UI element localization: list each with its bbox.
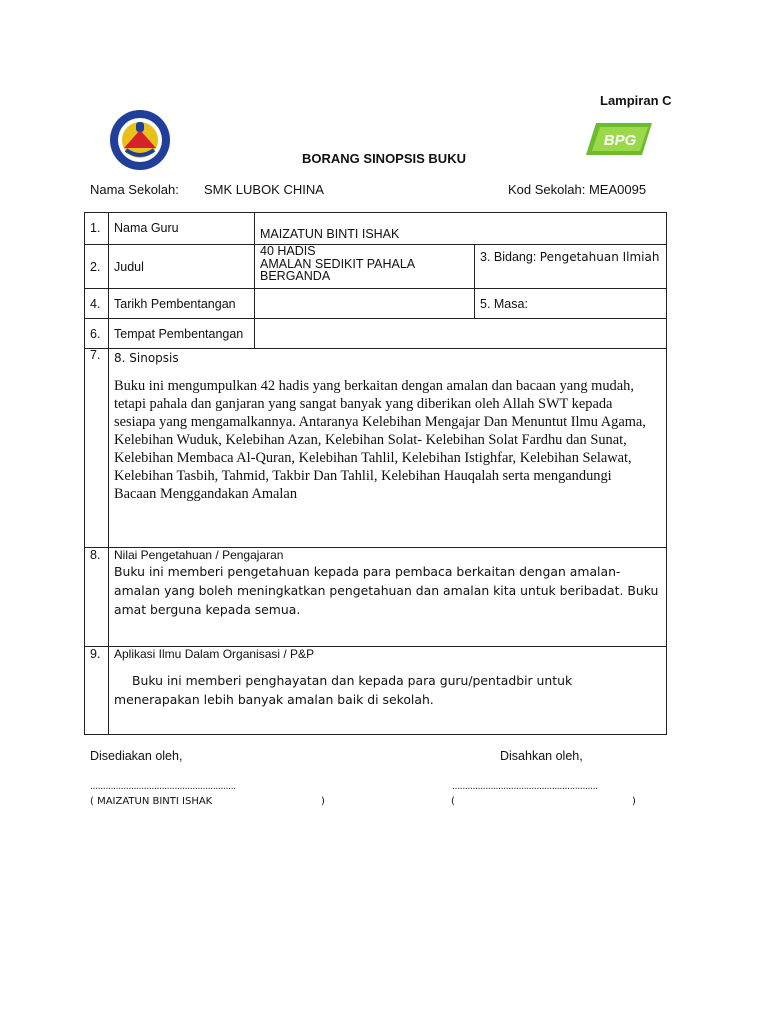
row-number: 2. [85, 245, 109, 289]
book-title-line1: 40 HADIS [260, 244, 316, 258]
prepared-by-name: ( MAIZATUN BINTI ISHAK [90, 796, 213, 807]
form-row-teacher [85, 213, 667, 245]
value-text: Buku ini memberi pengetahuan kepada para pembaca berkaitan dengan amalan-amalan yang boleh meningkatkan pengetahuan dan amalan kita untuk beribadat. Buku amat berguna kepada semua. [114, 564, 659, 617]
row-number: 1. [85, 213, 109, 245]
row-number: 4. [85, 289, 109, 319]
synopsis-cell [109, 349, 667, 548]
school-label: Nama Sekolah: [90, 182, 179, 197]
prepared-by-label: Disediakan oleh, [90, 749, 183, 763]
value-cell [109, 548, 667, 647]
bpg-logo-text: BPG [603, 132, 637, 149]
signature-line-right: ......................................................... [452, 780, 598, 792]
book-title [255, 245, 475, 289]
field-value: Pengetahuan Ilmiah [539, 250, 660, 264]
signature-line-left: ......................................................... [90, 780, 236, 792]
form-row-synopsis [85, 349, 667, 548]
date-value [255, 289, 475, 319]
form-row-application [85, 647, 667, 735]
form-row-venue [85, 319, 667, 349]
row-number: 8. [85, 548, 109, 647]
row-number: 6. [85, 319, 109, 349]
teacher-label: Nama Guru [109, 213, 255, 245]
school-code-label: Kod Sekolah: [508, 182, 586, 197]
synopsis-text: Buku ini mengumpulkan 42 hadis yang berkaitan dengan amalan dan bacaan yang mudah, tetapi pahala dan ganjaran yang sangat banyak yang diberikan oleh Allah SWT kepada sesiapa yang mengamalkannya. Antaranya Kelebihan Mengajar Dan Menuntut Ilmu Agama, Kelebihan Wuduk, Kelebihan Azan, Kelebihan Solat- Kelebihan Solat Fardhu dan Sunat, Kelebihan Membaca Al-Quran, Kelebihan Tahlil, Kelebihan Istighfar, Kelebihan Selawat, Kelebihan Tasbih, Tahmid, Takbir Dan Tahlil, Kelebihan Hauqalah serta mengandungi Bacaan Menggandakan Amalan [114, 378, 646, 502]
book-title-line3: BERGANDA [260, 269, 331, 283]
application-label: Aplikasi Ilmu Dalam Organisasi / P&P [114, 647, 315, 661]
field-cell [475, 245, 667, 289]
value-label: Nilai Pengetahuan / Pengajaran [114, 548, 284, 562]
book-title-line2: AMALAN SEDIKIT PAHALA [260, 256, 416, 271]
approved-by-label: Disahkan oleh, [500, 749, 583, 763]
date-label: Tarikh Pembentangan [109, 289, 255, 319]
time-label: 5. Masa: [475, 289, 667, 319]
teacher-name: MAIZATUN BINTI ISHAK [255, 213, 667, 245]
school-code-value: MEA0095 [588, 182, 647, 197]
form-row-title [85, 245, 667, 289]
venue-label: Tempat Pembentangan [109, 319, 255, 349]
form-title: BORANG SINOPSIS BUKU [302, 151, 466, 166]
prepared-close-paren: ) [321, 796, 325, 807]
title-label: Judul [109, 245, 255, 289]
row-number: 9. [85, 647, 109, 735]
lampiran-label: Lampiran C [600, 93, 672, 108]
approved-open-paren: ( [451, 796, 455, 807]
application-cell [109, 647, 667, 735]
school-code [508, 182, 646, 197]
school-name: SMK LUBOK CHINA [204, 182, 324, 197]
venue-value [255, 319, 667, 349]
field-label: 3. Bidang: [480, 250, 537, 264]
synopsis-form [84, 212, 667, 735]
row-number: 7. [85, 349, 109, 548]
synopsis-label: 8. Sinopsis [114, 351, 179, 365]
approved-close-paren: ) [632, 796, 636, 807]
form-row-value [85, 548, 667, 647]
application-text: Buku ini memberi penghayatan dan kepada para guru/pentadbir untuk menerapakan lebih banyak amalan baik di sekolah. [114, 673, 573, 707]
form-row-date [85, 289, 667, 319]
